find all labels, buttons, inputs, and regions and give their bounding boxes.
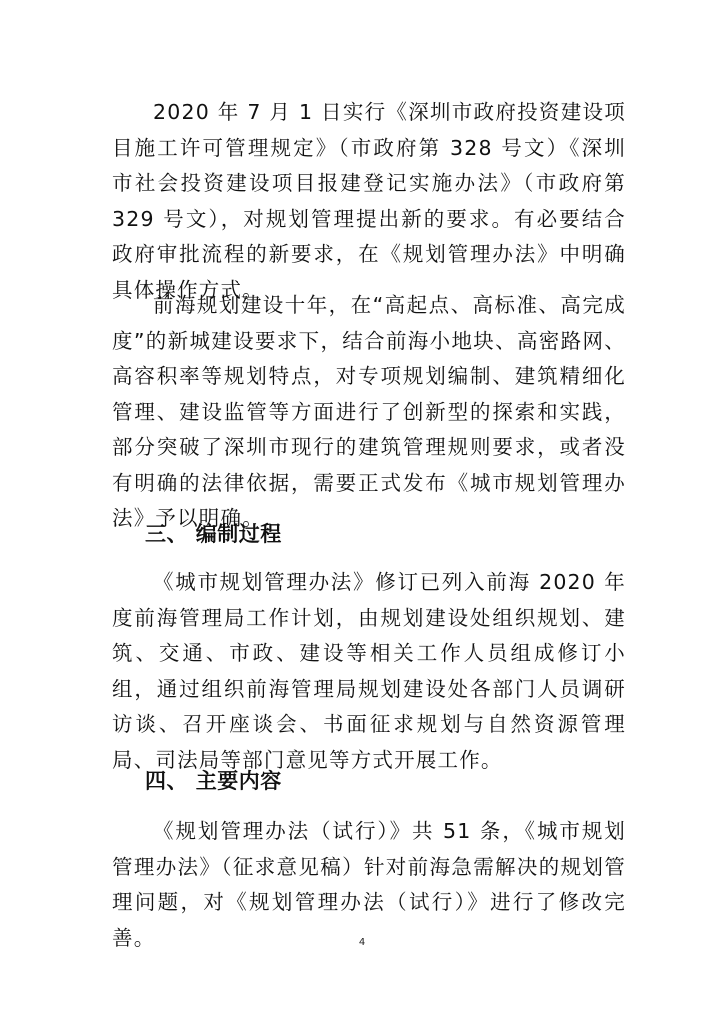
section-heading-main-content: 四、 主要内容	[145, 769, 282, 793]
paragraph-compilation-process: 《城市规划管理办法》修订已列入前海 2020 年度前海管理局工作计划，由规划建设处组织规划、建筑、交通、市政、建设等相关工作人员组成修订小组，通过组织前海管理局规划建设处各部门人员调研访谈、召开座谈会、书面征求规划与自然资源管理局、司法局等部门意见等方式开展工作。	[112, 570, 626, 772]
paragraph-qianhai-planning: 前海规划建设十年，在“高起点、高标准、高完成度”的新城建设要求下，结合前海小地块、高密路网、高容积率等规划特点，对专项规划编制、建筑精细化管理、建设监管等方面进行了创新型的探索和实践，部分突破了深圳市现行的建筑管理规则要求，或者没有明确的法律依据，需要正式发布《城市规划管理办法》予以明确。	[112, 293, 626, 530]
section-heading-compilation-process: 三、 编制过程	[145, 522, 282, 546]
page-number: 4	[358, 937, 366, 948]
paragraph-main-content: 《规划管理办法（试行）》共 51 条，《城市规划管理办法》（征求意见稿）针对前海急需解决的规划管理问题，对《规划管理办法（试行）》进行了修改完善。	[112, 819, 626, 950]
paragraph-policy-background: 2020 年 7 月 1 日实行《深圳市政府投资建设项目施工许可管理规定》（市政府第 328 号文）《深圳市社会投资建设项目报建登记实施办法》（市政府第 329 号文），对规划管理提出新的要求。有必要结合政府审批流程的新要求，在《规划管理办法》中明确具体操作方式。	[112, 100, 626, 302]
